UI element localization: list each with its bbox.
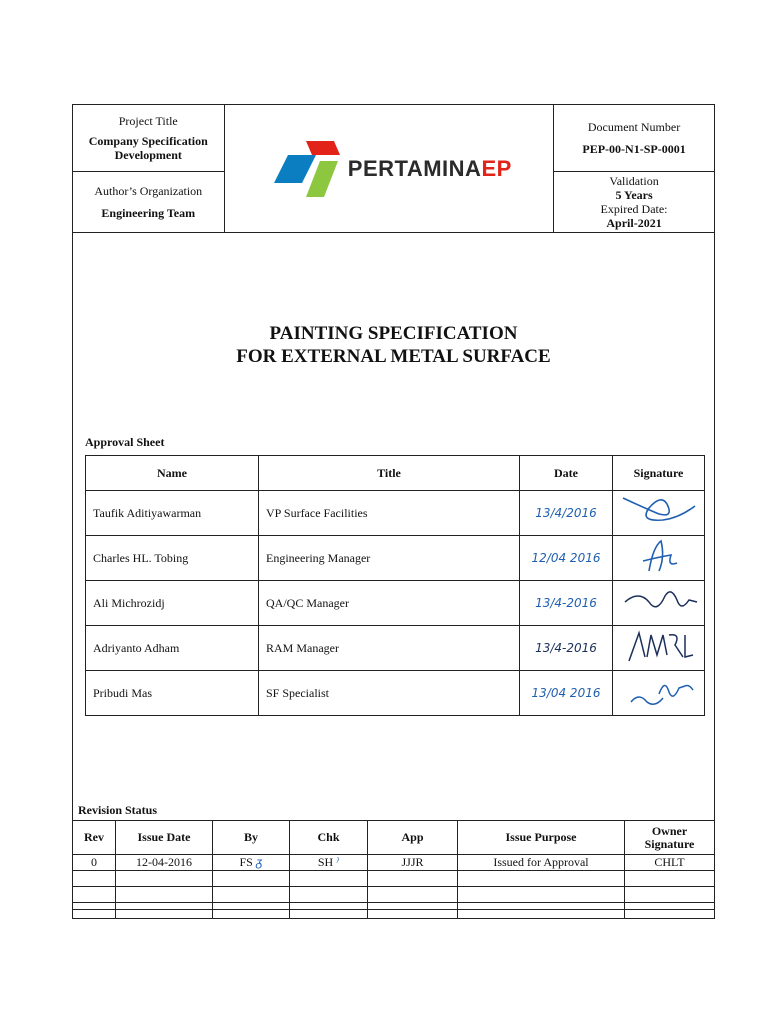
- approval-col-title: Title: [259, 456, 520, 491]
- project-title-line2: Development: [114, 148, 182, 162]
- document-header: [72, 104, 715, 233]
- validation-cell: [554, 172, 715, 233]
- handwritten-signature-icon: [619, 627, 699, 665]
- approval-date: 13/4-2016: [520, 626, 613, 671]
- revision-owner: CHLT: [625, 855, 715, 871]
- signature-cell: [613, 626, 705, 671]
- approval-date: 13/4/2016: [520, 491, 613, 536]
- revision-by-value: FS: [239, 855, 253, 869]
- project-title-label: Project Title: [118, 114, 178, 128]
- logo-text-main: PERTAMINA: [347, 155, 482, 181]
- document-title-line1: PAINTING SPECIFICATION: [269, 323, 518, 344]
- revision-rev: 0: [73, 855, 116, 871]
- validation-label: Validation: [609, 174, 659, 188]
- authors-org-label: Author’s Organization: [94, 184, 203, 198]
- document-number-label: Document Number: [587, 120, 681, 134]
- signature-cell: [613, 536, 705, 581]
- logo-cell: [224, 105, 554, 233]
- table-row: [86, 536, 705, 581]
- handwritten-signature-icon: [619, 672, 699, 710]
- expired-label: Expired Date:: [600, 202, 668, 216]
- revision-issue-date: 12-04-2016: [116, 855, 213, 871]
- handwritten-signature-icon: [619, 582, 699, 620]
- table-row: [86, 491, 705, 536]
- approval-date: 13/4-2016: [520, 581, 613, 626]
- initial-mark-icon: ᵹ: [255, 855, 263, 869]
- approval-title: Engineering Manager: [259, 536, 520, 581]
- initial-mark-icon: ⁾: [336, 855, 340, 869]
- document-number-value: PEP-00-N1-SP-0001: [582, 142, 686, 156]
- table-row: [73, 871, 715, 887]
- approval-title: RAM Manager: [259, 626, 520, 671]
- approval-date: 12/04 2016: [520, 536, 613, 581]
- logo-text-ep: EP: [481, 155, 512, 181]
- approval-sheet-label: Approval Sheet: [85, 435, 165, 449]
- handwritten-signature-icon: [619, 492, 699, 530]
- authors-org-cell: [73, 172, 225, 233]
- revision-col-owner-signature: Owner Signature: [625, 821, 715, 855]
- expired-value: April-2021: [606, 216, 662, 230]
- revision-app: JJJR: [368, 855, 458, 871]
- signature-cell: [613, 671, 705, 716]
- revision-chk-value: SH: [317, 855, 334, 869]
- logo-text: [347, 155, 512, 181]
- revision-purpose: Issued for Approval: [458, 855, 625, 871]
- revision-col-by: By: [213, 821, 290, 855]
- authors-org-value: Engineering Team: [101, 206, 196, 220]
- validation-value: 5 Years: [615, 188, 653, 202]
- table-row: [86, 671, 705, 716]
- document-title-line2: FOR EXTERNAL METAL SURFACE: [236, 346, 551, 367]
- table-row: [73, 903, 715, 919]
- revision-col-chk: Chk: [290, 821, 368, 855]
- revision-status-label: Revision Status: [78, 803, 158, 817]
- approval-name: Charles HL. Tobing: [86, 536, 259, 581]
- approval-col-name: Name: [86, 456, 259, 491]
- approval-table: [85, 455, 705, 716]
- table-row: [86, 626, 705, 671]
- project-title-line1: Company Specification: [88, 134, 208, 148]
- approval-name: Pribudi Mas: [86, 671, 259, 716]
- revision-table: [72, 820, 715, 919]
- approval-date: 13/04 2016: [520, 671, 613, 716]
- revision-by: [213, 855, 290, 871]
- table-row: [86, 581, 705, 626]
- approval-name: Ali Michrozidj: [86, 581, 259, 626]
- approval-col-signature: Signature: [613, 456, 705, 491]
- approval-title: VP Surface Facilities: [259, 491, 520, 536]
- project-title-cell: [73, 105, 225, 172]
- revision-col-rev: Rev: [73, 821, 116, 855]
- document-number-cell: [554, 105, 715, 172]
- signature-cell: [613, 491, 705, 536]
- pertamina-logo: [229, 141, 550, 197]
- approval-col-date: Date: [520, 456, 613, 491]
- approval-name: Adriyanto Adham: [86, 626, 259, 671]
- table-row: [73, 855, 715, 871]
- revision-col-issue-purpose: Issue Purpose: [458, 821, 625, 855]
- approval-title: SF Specialist: [259, 671, 520, 716]
- pertamina-logo-mark-icon: [266, 141, 340, 197]
- revision-col-app: App: [368, 821, 458, 855]
- revision-col-issue-date: Issue Date: [116, 821, 213, 855]
- signature-cell: [613, 581, 705, 626]
- document-title: [72, 322, 715, 368]
- table-row: [73, 887, 715, 903]
- approval-name: Taufik Aditiyawarman: [86, 491, 259, 536]
- approval-title: QA/QC Manager: [259, 581, 520, 626]
- handwritten-signature-icon: [619, 537, 699, 575]
- revision-chk: [290, 855, 368, 871]
